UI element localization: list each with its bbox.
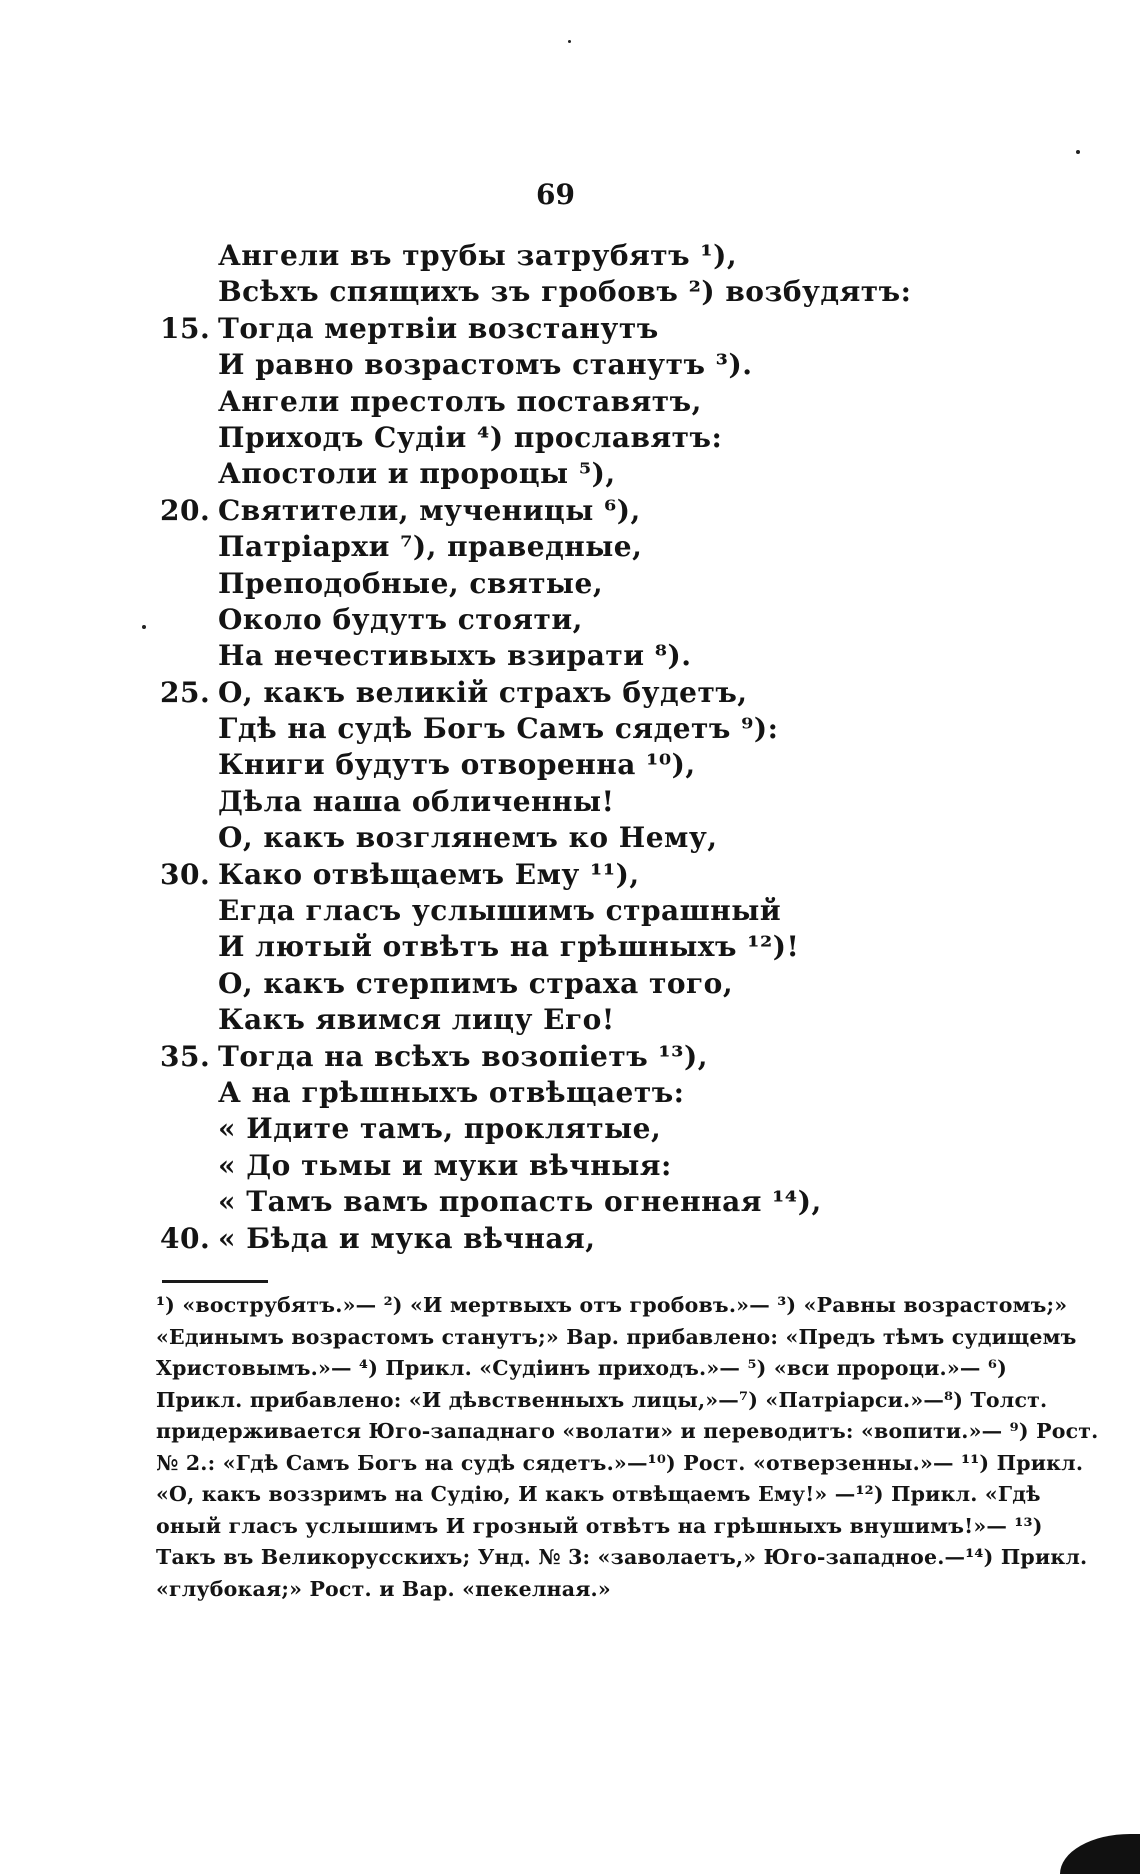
poem-line xyxy=(160,1184,920,1220)
poem-line xyxy=(160,420,920,456)
scan-corner-blot xyxy=(1060,1834,1140,1874)
poem xyxy=(160,238,920,1257)
line-text: Ангели въ трубы затрубятъ ¹), xyxy=(218,239,738,272)
poem-line xyxy=(160,1111,920,1147)
poem-line xyxy=(160,747,920,783)
poem-line xyxy=(160,566,920,602)
line-text: Дѣла наша обличенны! xyxy=(218,784,615,818)
line-text: На нечестивыхъ взирати ⁸). xyxy=(218,639,692,673)
footnote-line: оный гласъ услышимъ И грозный отвѣтъ на грѣшныхъ внушимъ!»— ¹³) xyxy=(156,1513,1043,1538)
poem-line xyxy=(160,347,920,383)
footnotes xyxy=(156,1290,1099,1605)
line-text: Апостоли и пророцы ⁵), xyxy=(218,457,616,491)
poem-line xyxy=(160,1039,920,1075)
line-number: 30. xyxy=(160,857,211,891)
footnote-divider xyxy=(162,1280,268,1283)
poem-line xyxy=(160,966,920,1002)
poem-line xyxy=(160,893,920,929)
footnote-line: Такъ въ Великорусскихъ; Унд. № 3: «заволаетъ,» Юго-западное.—¹⁴) Прикл. xyxy=(156,1545,1088,1569)
poem-line xyxy=(160,1075,920,1111)
line-text: Преподобные, святые, xyxy=(218,566,604,600)
line-text: Патріархи ⁷), праведные, xyxy=(218,530,643,564)
poem-line xyxy=(160,493,920,529)
line-text: « Бѣда и мука вѣчная, xyxy=(218,1221,596,1255)
line-number: 35. xyxy=(160,1039,211,1073)
footnote-line: придерживается Юго-западнаго «волати» и переводитъ: «вопити.»— ⁹) Рост. xyxy=(156,1419,1099,1443)
poem-line xyxy=(160,784,920,820)
poem-line xyxy=(160,384,920,420)
line-text: « Тамъ вамъ пропасть огненная ¹⁴), xyxy=(218,1185,822,1219)
line-text: О, какъ возглянемъ ко Нему, xyxy=(218,821,718,855)
poem-line xyxy=(160,711,920,747)
footnote-line: Прикл. прибавлено: «И дѣвственныхъ лицы,»—⁷) «Патріарси.»—⁸) Толст. xyxy=(156,1387,1048,1412)
line-text: Тогда на всѣхъ возопіетъ ¹³), xyxy=(218,1039,708,1073)
poem-line xyxy=(160,1002,920,1038)
line-text: И лютый отвѣтъ на грѣшныхъ ¹²)! xyxy=(218,930,800,964)
line-text: О, какъ стерпимъ страха того, xyxy=(218,966,734,1000)
footnote-line: «Единымъ возрастомъ станутъ;» Вар. прибавлено: «Предъ тѣмъ судищемъ xyxy=(156,1324,1077,1349)
poem-line xyxy=(160,1221,920,1257)
line-text: Тогда мертвіи возстанутъ xyxy=(218,311,659,345)
footnote-line: № 2.: «Гдѣ Самъ Богъ на судѣ сядетъ.»—¹⁰) Рост. «отверзенны.»— ¹¹) Прикл. xyxy=(156,1450,1084,1475)
line-text: А на грѣшныхъ отвѣщаетъ: xyxy=(218,1075,685,1109)
line-text: Всѣхъ спящихъ зъ гробовъ ²) возбудятъ: xyxy=(218,275,912,309)
line-number: 40. xyxy=(160,1221,211,1255)
scan-speck xyxy=(568,40,571,43)
line-text: Гдѣ на судѣ Богъ Самъ сядетъ ⁹): xyxy=(218,712,779,746)
footnote-line: Христовымъ.»— ⁴) Прикл. «Судіинъ приходъ.»— ⁵) «вси пророци.»— ⁶) xyxy=(156,1356,1007,1380)
line-number: 20. xyxy=(160,493,211,527)
poem-line xyxy=(160,820,920,856)
scan-speck xyxy=(1076,150,1080,154)
line-number: 25. xyxy=(160,675,211,709)
poem-line xyxy=(160,638,920,674)
poem-line xyxy=(160,456,920,492)
line-text: Какъ явимся лицу Его! xyxy=(218,1003,615,1037)
poem-line xyxy=(160,238,920,274)
line-number: 15. xyxy=(160,311,211,345)
poem-line xyxy=(160,929,920,965)
poem-line xyxy=(160,529,920,565)
page-number: 69 xyxy=(536,178,575,211)
poem-line xyxy=(160,311,920,347)
line-text: « Идите тамъ, проклятые, xyxy=(218,1112,662,1146)
footnote-line: «глубокая;» Рост. и Вар. «пекелная.» xyxy=(156,1576,611,1601)
line-text: Около будутъ стояти, xyxy=(218,602,583,636)
line-text: Како отвѣщаемъ Ему ¹¹), xyxy=(218,857,640,891)
line-text: Ангели престолъ поставятъ, xyxy=(218,384,702,418)
footnote-line: ¹) «вострубятъ.»— ²) «И мертвыхъ отъ гробовъ.»— ³) «Равны возрастомъ;» xyxy=(156,1293,1068,1317)
poem-line xyxy=(160,274,920,310)
line-text: И равно возрастомъ станутъ ³). xyxy=(218,348,753,382)
poem-line xyxy=(160,1148,920,1184)
line-text: Святители, мученицы ⁶), xyxy=(218,493,641,527)
line-text: Приходъ Судіи ⁴) прославятъ: xyxy=(218,420,723,454)
line-text: « До тьмы и муки вѣчныя: xyxy=(218,1148,672,1182)
poem-line xyxy=(160,602,920,638)
scan-speck xyxy=(142,625,146,629)
poem-line xyxy=(160,675,920,711)
poem-line xyxy=(160,857,920,893)
line-text: О, какъ великій страхъ будетъ, xyxy=(218,675,748,709)
line-text: Егда гласъ услышимъ страшный xyxy=(218,894,782,928)
line-text: Книги будутъ отворенна ¹⁰), xyxy=(218,748,696,782)
footnote-line: «О, какъ воззримъ на Судію, И какъ отвѣщаемъ Ему!» —¹²) Прикл. «Гдѣ xyxy=(156,1482,1041,1506)
